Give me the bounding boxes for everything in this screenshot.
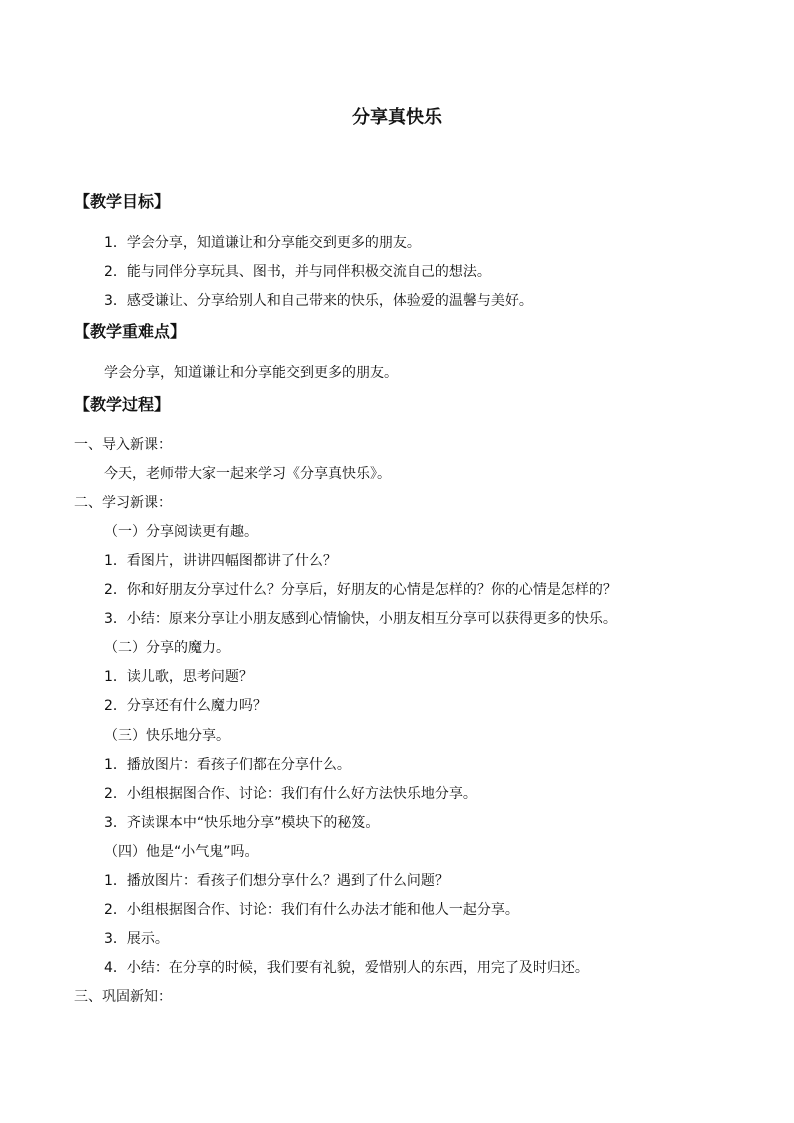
sub2-label: （二）分享的魔力。: [104, 640, 230, 656]
sub3-label: （三）快乐地分享。: [104, 728, 230, 744]
part3-label: 三、巩固新知：: [74, 989, 172, 1005]
goal-item: 1．学会分享，知道谦让和分享能交到更多的朋友。: [104, 235, 421, 251]
sub3-item: 1．播放图片：看孩子们都在分享什么。: [104, 757, 351, 773]
part1-text: 今天，老师带大家一起来学习《分享真快乐》。: [104, 466, 391, 482]
page-title: 分享真快乐: [352, 107, 442, 128]
sub4-item: 2．小组根据图合作、讨论：我们有什么办法才能和他人一起分享。: [104, 902, 519, 918]
sub3-item: 3．齐读课本中“快乐地分享”模块下的秘笈。: [104, 815, 380, 831]
sub2-item: 1．读儿歌，思考问题？: [104, 669, 253, 685]
part1-label: 一、导入新课：: [74, 437, 172, 453]
key-points-heading: 【教学重难点】: [74, 322, 187, 341]
sub1-item: 3．小结：原来分享让小朋友感到心情愉快，小朋友相互分享可以获得更多的快乐。: [104, 611, 617, 627]
part2-label: 二、学习新课：: [74, 495, 172, 511]
sub4-item: 4．小结：在分享的时候，我们要有礼貌，爱惜别人的东西，用完了及时归还。: [104, 960, 589, 976]
goals-heading: 【教学目标】: [74, 192, 171, 211]
key-points-text: 学会分享，知道谦让和分享能交到更多的朋友。: [104, 365, 398, 381]
sub1-label: （一）分享阅读更有趣。: [104, 524, 258, 540]
sub4-label: （四）他是“小气鬼”吗。: [104, 844, 259, 860]
process-heading: 【教学过程】: [74, 395, 171, 414]
sub4-item: 1．播放图片：看孩子们想分享什么？遇到了什么问题？: [104, 873, 449, 889]
sub4-item: 3．展示。: [104, 931, 169, 947]
goal-item: 2．能与同伴分享玩具、图书，并与同伴积极交流自己的想法。: [104, 264, 491, 280]
sub3-item: 2．小组根据图合作、讨论：我们有什么好方法快乐地分享。: [104, 786, 477, 802]
sub1-item: 2．你和好朋友分享过什么？分享后，好朋友的心情是怎样的？你的心情是怎样的？: [104, 582, 617, 598]
goal-item: 3．感受谦让、分享给别人和自己带来的快乐，体验爱的温馨与美好。: [104, 293, 533, 309]
sub1-item: 1．看图片，讲讲四幅图都讲了什么？: [104, 553, 337, 569]
sub2-item: 2．分享还有什么魔力吗？: [104, 698, 267, 714]
